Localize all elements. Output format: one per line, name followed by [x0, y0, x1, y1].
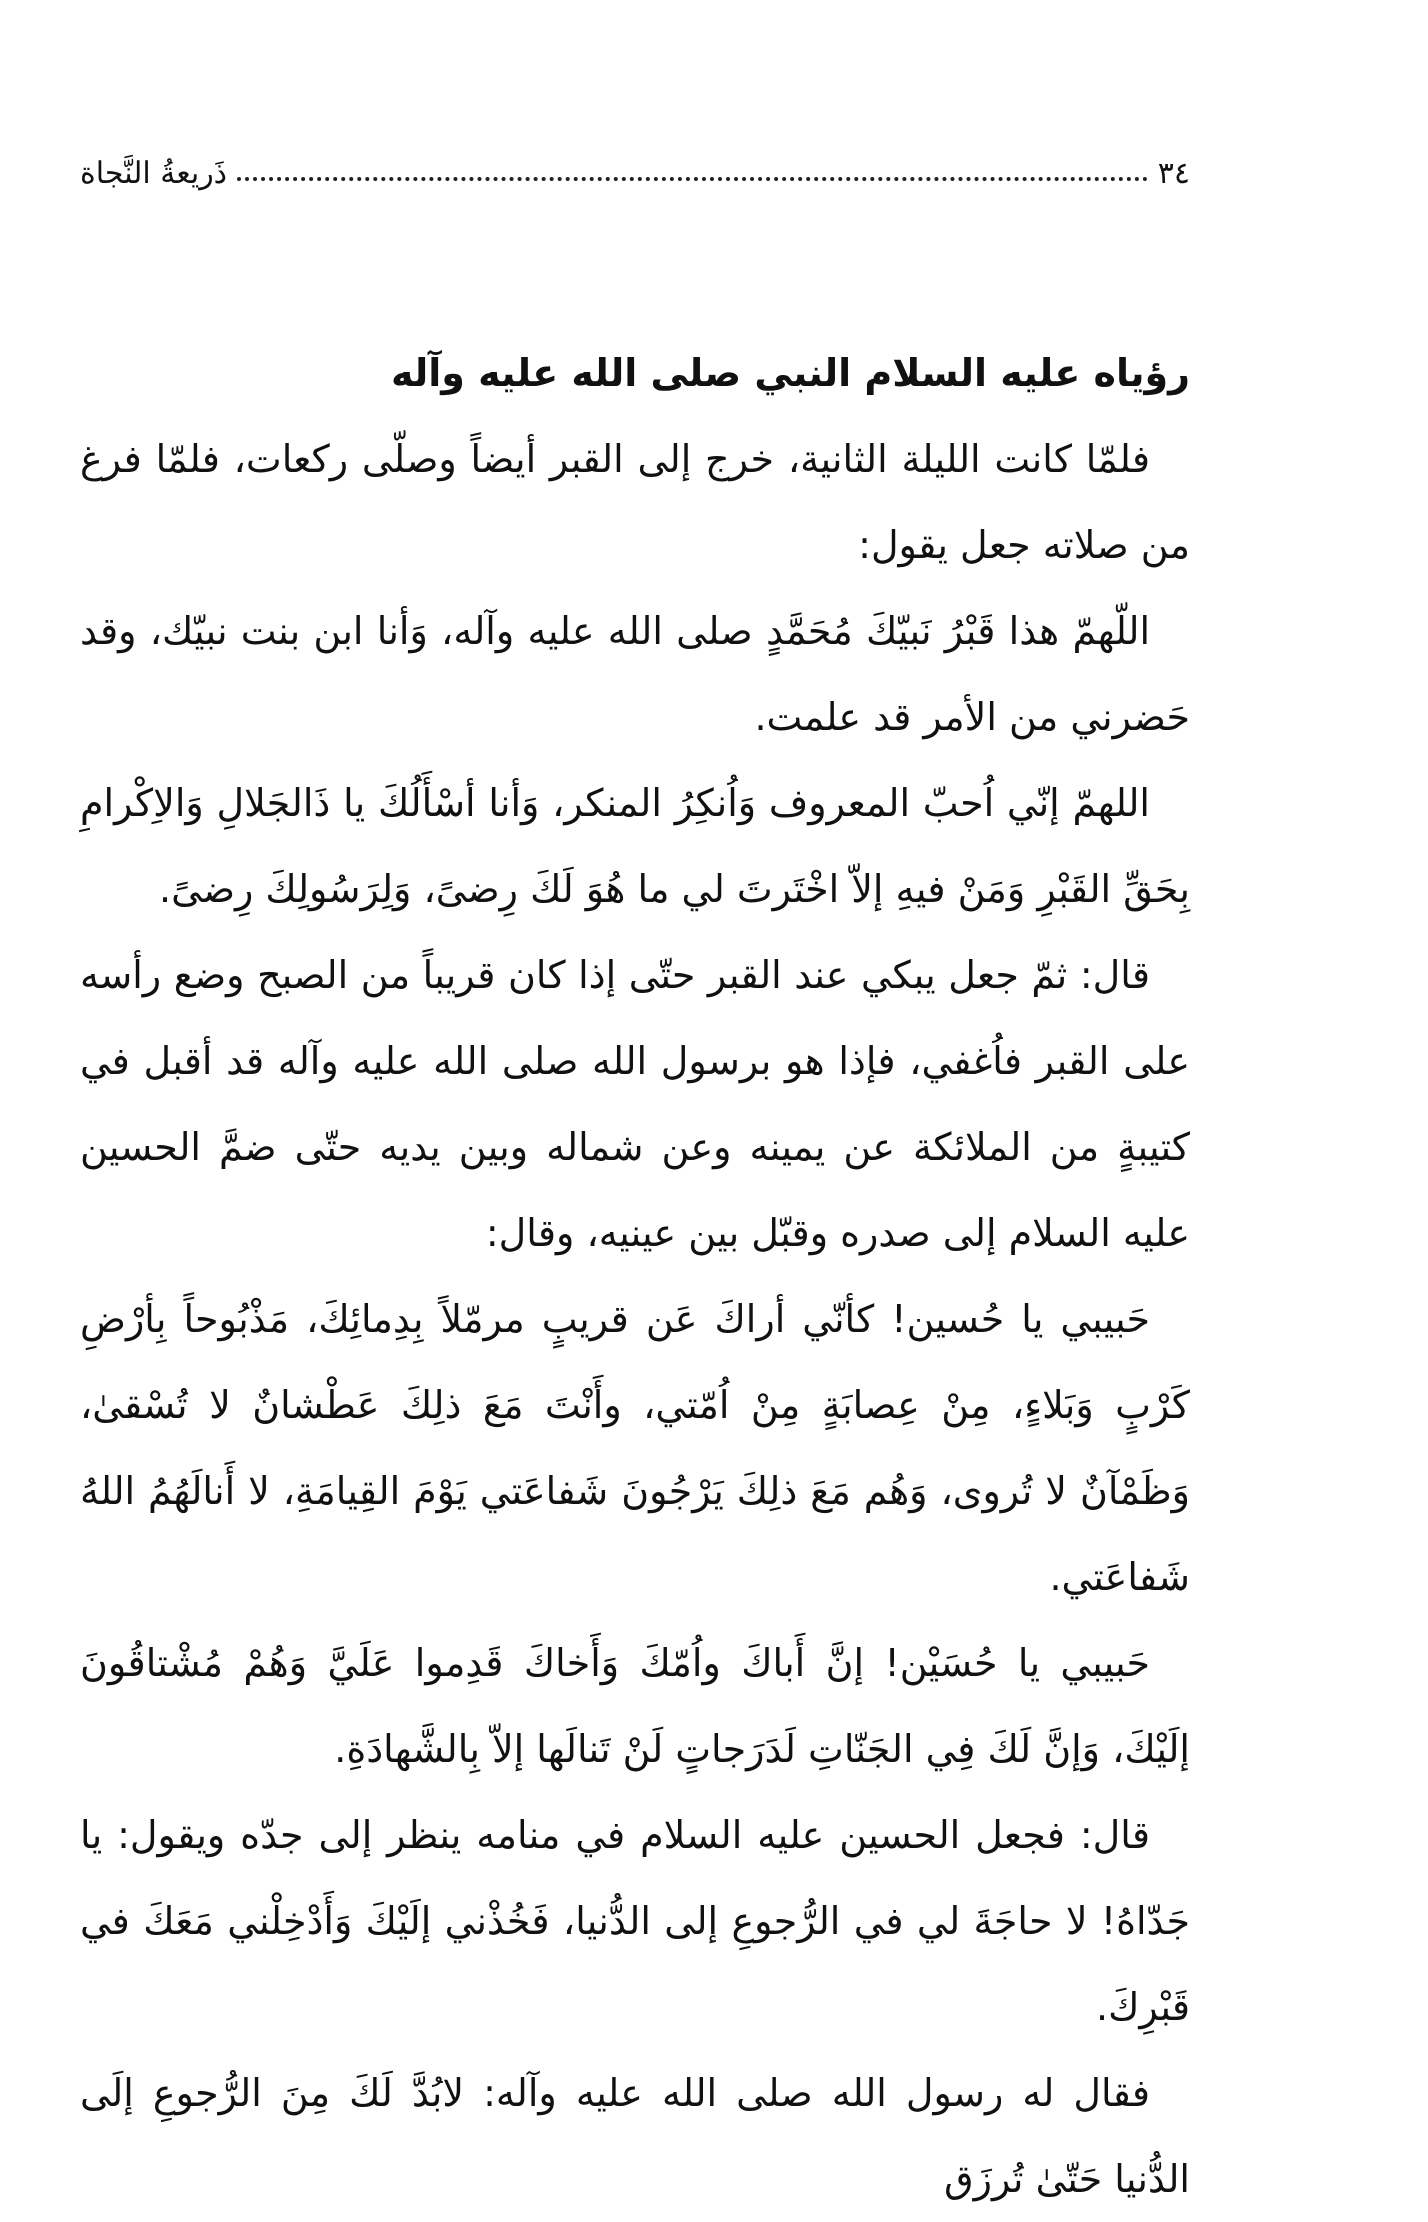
- paragraph: قال: فجعل الحسين عليه السلام في منامه ينظر إلى جدّه ويقول: يا جَدّاهُ! لا حاجَةَ لي في الرُّجوعِ إلى الدُّنيا، فَخُذْني إلَيْكَ وَأَدْخِلْني مَعَكَ في قَبْرِكَ.: [80, 1813, 1190, 2029]
- book-title: ذَريعةُ النَّجاة: [80, 155, 228, 191]
- header-dot-leader: [237, 177, 1148, 181]
- paragraph: فقال له رسول الله صلى الله عليه وآله: لابُدَّ لَكَ مِنَ الرُّجوعِ إلَى الدُّنيا حَتّىٰ تُرزَق: [80, 2071, 1190, 2201]
- paragraph: قال: ثمّ جعل يبكي عند القبر حتّى إذا كان قريباً من الصبح وضع رأسه على القبر فاُغفي، فإذا هو برسول الله صلى الله عليه وآله قد أقبل في كتيبةٍ من الملائكة عن يمينه وعن شماله وبين يديه حتّى ضمَّ الحسين عليه السلام إلى صدره وقبّل بين عينيه، وقال:: [80, 953, 1190, 1255]
- paragraph: اللهمّ إنّي اُحبّ المعروف وَاُنكِرُ المنكر، وَأنا أسْأَلُكَ يا ذَالجَلالِ وَالاِكْرامِ بِحَقِّ القَبْرِ وَمَنْ فيهِ إلاّ اخْتَرتَ لي ما هُوَ لَكَ رِضىً، وَلِرَسُولِكَ رِضىً.: [80, 781, 1190, 911]
- page-number: ٣٤: [1157, 155, 1190, 191]
- running-header: [80, 148, 1190, 198]
- section-heading: رؤياه عليه السلام النبي صلى الله عليه وآله: [390, 351, 1190, 395]
- paragraph: اللّهمّ هذا قَبْرُ نَبيّكَ مُحَمَّدٍ صلى الله عليه وآله، وَأنا ابن بنت نبيّك، وقد حَضرني من الأمر قد علمت.: [80, 609, 1190, 739]
- page-body: [80, 330, 1190, 2222]
- paragraph: فلمّا كانت الليلة الثانية، خرج إلى القبر أيضاً وصلّى ركعات، فلمّا فرغ من صلاته جعل يقول:: [80, 437, 1190, 567]
- paragraph: حَبيبي يا حُسَيْن! إنَّ أَباكَ واُمّكَ وَأَخاكَ قَدِموا عَلَيَّ وَهُمْ مُشْتاقُونَ إلَيْكَ، وَإنَّ لَكَ فِي الجَنّاتِ لَدَرَجاتٍ لَنْ تَنالَها إلاّ بِالشَّهادَةِ.: [80, 1641, 1190, 1771]
- paragraph: حَبيبي يا حُسين! كأنّي أراكَ عَن قريبٍ مرمّلاً بِدِمائِكَ، مَذْبُوحاً بِأرْضِ كَرْبٍ وَبَلاءٍ، مِنْ عِصابَةٍ مِنْ اُمّتي، وأَنْتَ مَعَ ذلِكَ عَطْشانٌ لا تُسْقىٰ، وَظَمْآنٌ لا تُروى، وَهُم مَعَ ذلِكَ يَرْجُونَ شَفاعَتي يَوْمَ القِيامَةِ، لا أَنالَهُمُ اللهُ شَفاعَتي.: [80, 1297, 1190, 1599]
